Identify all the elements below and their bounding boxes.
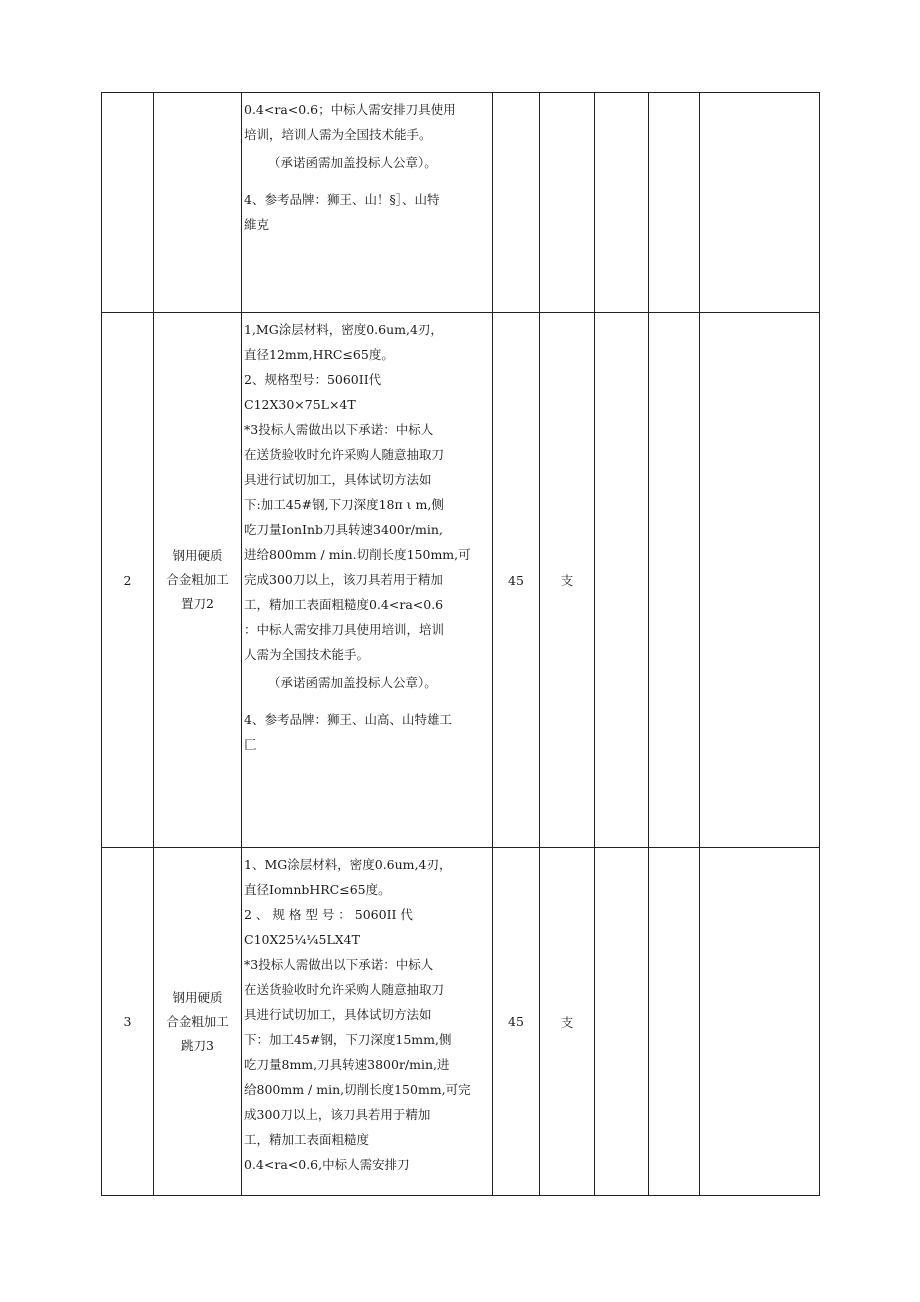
unit-cell [540,93,595,313]
spec-line: 0.4<ra<0.6,中标人需安排刀 [244,1157,410,1172]
item-spec-cell [242,848,493,1196]
empty-cell [700,93,820,313]
spec-line: C12X30×75L×4T [244,397,356,412]
spec-line: ：中标人需安排刀具使用培训，培训 [244,622,445,637]
spec-line: 1,MG涂层材料，密度0.6um,4刃， [244,322,443,337]
item-name-line: 合金粗加工 [166,1013,229,1029]
item-name-cell [154,313,242,848]
item-name-line: 跳刀3 [181,1037,214,1053]
item-name-line: 钢用硬质 [172,548,223,563]
spec-table [101,92,820,1196]
item-number-cell [102,93,154,313]
spec-line: 吃刀量IonInb刀具转速3400r/min, [244,522,443,537]
spec-note: （承诺函需加盖投标人公章）。 [268,155,437,170]
empty-cell [595,313,649,848]
spec-line: *3投标人需做出以下承诺：中标人 [244,422,434,437]
spec-line: *3投标人需做出以下承诺：中标人 [244,957,434,972]
empty-cell [649,93,700,313]
spec-line: 人需为全国技术能手。 [244,647,370,662]
item-name-line: 钢用硬质 [172,989,223,1005]
item-name-cell [154,848,242,1196]
unit-cell: 支 [540,313,595,848]
spec-line: 1、MG涂层材料，密度0.6um,4刃， [244,857,452,872]
spec-line: 工，精加工表面粗糙度 [244,1132,370,1147]
table-row [102,848,820,1196]
spec-line: 培训，培训人需为全国技术能手。 [244,127,432,142]
quantity-cell: 45 [493,313,540,848]
spec-line: 在送货验收时允许采购人随意抽取刀 [244,982,445,997]
empty-cell [649,313,700,848]
spec-line: 下：加工45#钢，下刀深度15mm,侧 [244,1032,452,1047]
spec-line: 直径IomnbHRC≤65度。 [244,882,391,897]
item-number-cell: 2 [102,313,154,848]
item-name-line: 合金粗加工 [166,572,229,587]
table-row [102,93,820,313]
item-spec-cell [242,93,493,313]
spec-line: 直径12mm,HRC≤65度。 [244,347,394,362]
spec-line: 下:加工45#钢,下刀深度18π ι m,侧 [244,497,444,512]
spec-line: 2、规格型号：5060II代 [244,372,382,387]
spec-line: 完成300刀以上，该刀具若用于精加 [244,572,443,587]
spec-line: 維克 [244,217,270,232]
empty-cell [649,848,700,1196]
spec-line: 4、参考品牌：狮王、山！§］、山特 [244,192,440,207]
spec-line: 2 、 规 格 型 号 ： 5060II 代 [244,907,413,922]
spec-line: 进给800mm / min.切削长度150mm,可 [244,547,471,562]
spec-line: 4、参考品牌：狮王、山高、山特雄工 [244,712,452,727]
spec-line: 匚 [244,737,257,752]
spec-line: 吃刀量8mm,刀具转速3800r/min,进 [244,1057,450,1072]
spec-line: 0.4<ra<0.6；中标人需安排刀具使用 [244,102,456,117]
spec-note: （承诺函需加盖投标人公章）。 [268,675,437,690]
spec-line: 工，精加工表面粗糙度0.4<ra<0.6 [244,597,444,612]
unit-cell: 支 [540,848,595,1196]
item-name-cell [154,93,242,313]
quantity-cell [493,93,540,313]
spec-line: 成300刀以上，该刀具若用于精加 [244,1107,431,1122]
spec-line: 具进行试切加工，具体试切方法如 [244,472,432,487]
item-name-line: 置刀2 [181,596,214,611]
quantity-cell: 45 [493,848,540,1196]
item-number-cell: 3 [102,848,154,1196]
spec-line: 具进行试切加工，具体试切方法如 [244,1007,432,1022]
item-spec-cell [242,313,493,848]
spec-line: C10X25¼¼5LX4T [244,932,360,947]
empty-cell [700,313,820,848]
empty-cell [595,93,649,313]
empty-cell [595,848,649,1196]
spec-line: 给800mm / min,切削长度150mm,可完 [244,1082,471,1097]
table-row [102,313,820,848]
empty-cell [700,848,820,1196]
spec-line: 在送货验收时允许采购人随意抽取刀 [244,447,445,462]
